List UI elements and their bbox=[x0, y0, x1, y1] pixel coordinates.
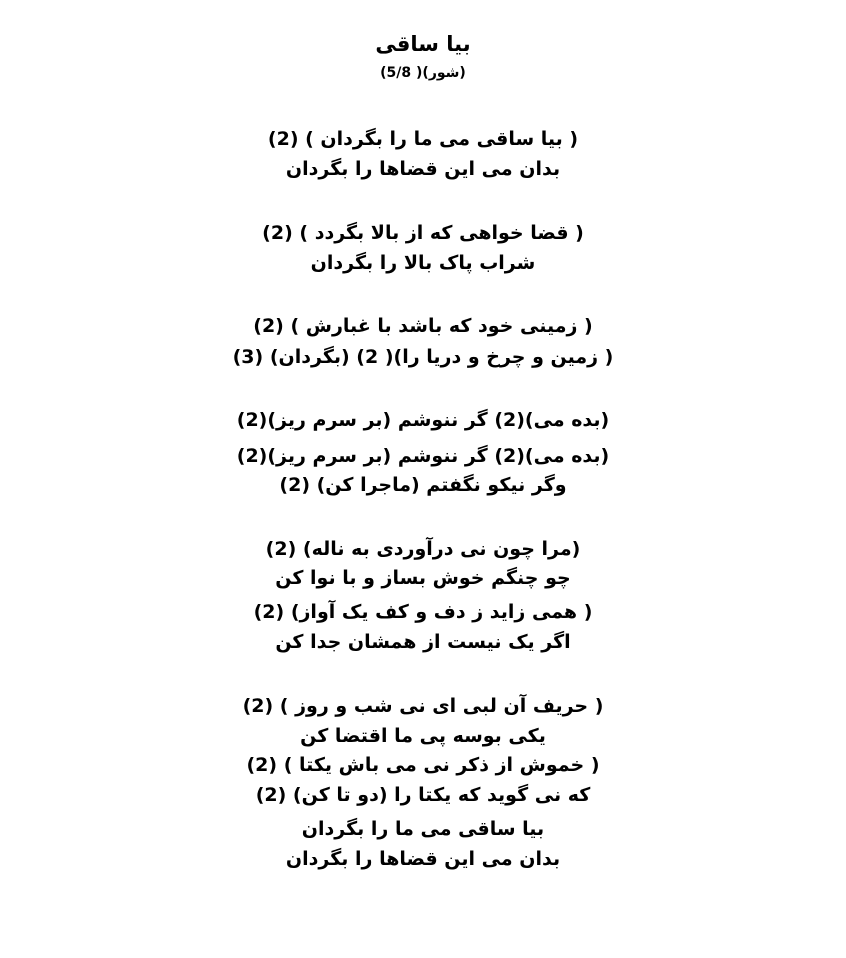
verse-5-line-1: (مرا چون نی درآوردی به ناله) (2) bbox=[265, 538, 581, 560]
song-title: بیا ساقی bbox=[375, 32, 471, 56]
verse-4-line-1: (بده می)(2) گر ننوشم (بر سرم ریز)(2) bbox=[236, 409, 610, 431]
refrain-line-2: بدان می این قضاها را بگردان bbox=[285, 848, 561, 870]
verse-2-line-2: شراب پاک بالا را بگردان bbox=[310, 252, 536, 274]
song-subtitle-mode-meter: (شور)( 5/8) bbox=[380, 65, 466, 81]
verse-1-line-1: ( بیا ساقی می ما را بگردان ) (2) bbox=[267, 128, 579, 150]
verse-3-line-2: ( زمین و چرخ و دریا را)( 2) (بگردان) (3) bbox=[232, 346, 614, 368]
verse-5-line-4: اگر یک نیست از همشان جدا کن bbox=[275, 631, 571, 653]
verse-1-line-2: بدان می این قضاها را بگردان bbox=[285, 158, 561, 180]
verse-6-line-4: که نی گوید که یکتا را (دو تا کن) (2) bbox=[255, 784, 591, 806]
verse-6-line-1: ( حریف آن لبی ای نی شب و روز ) (2) bbox=[242, 695, 604, 717]
verse-6-line-3: ( خموش از ذکر نی می باش یکتا ) (2) bbox=[246, 754, 600, 776]
verse-5-line-3: ( همی زاید ز دف و کف یک آواز) (2) bbox=[253, 601, 593, 623]
verse-5-line-2: چو چنگم خوش بساز و با نوا کن bbox=[275, 567, 571, 589]
verse-3-line-1: ( زمینی خود که باشد با غبارش ) (2) bbox=[253, 315, 593, 337]
verse-2-line-1: ( قضا خواهی که از بالا بگردد ) (2) bbox=[262, 222, 584, 244]
refrain-line-1: بیا ساقی می ما را بگردان bbox=[301, 818, 545, 840]
verse-6-line-2: یکی بوسه پی ما اقتضا کن bbox=[300, 725, 546, 747]
verse-4-line-3: وگر نیکو نگفتم (ماجرا کن) (2) bbox=[279, 474, 567, 496]
verse-4-line-2: (بده می)(2) گر ننوشم (بر سرم ریز)(2) bbox=[236, 445, 610, 467]
